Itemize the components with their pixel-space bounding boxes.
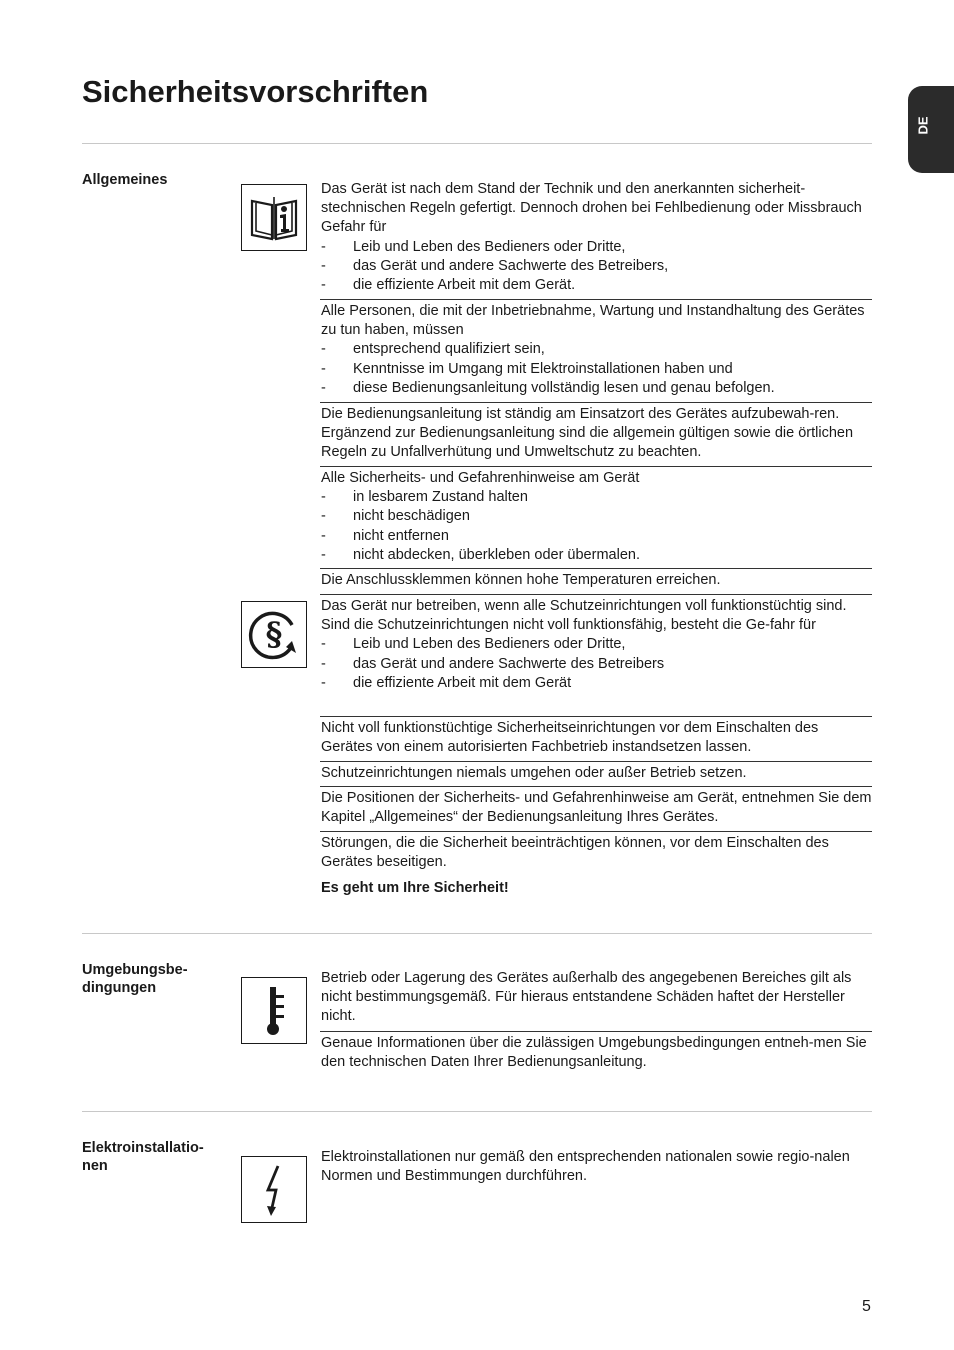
text-block-2 [320,299,872,398]
list-item: - in lesbarem Zustand halten [321,488,872,507]
text-block-4 [320,466,872,565]
lightning-icon [241,1156,307,1223]
paragraph: Nicht voll funktionstüchtige Sicherheitseinrichtungen vor dem Einschalten des Gerätes von einem autorisierten Fachbetrieb instandsetzen lassen. [321,720,819,756]
language-tab-label: DE [915,116,931,135]
text-block-env-2 [320,1031,872,1072]
text-block-elektro-1 [320,1148,872,1186]
section-label-text: Elektroinstallatio-nen [82,1140,204,1174]
text-block-6 [320,594,872,693]
text-block-7 [320,716,872,757]
text-block-1 [320,180,872,295]
list-item: - nicht entfernen [321,527,872,546]
list-item: - nicht abdecken, überkleben oder übermalen. [321,546,872,565]
paragraph: Störungen, die die Sicherheit beeinträchtigen können, vor dem Einschalten des Gerätes beseitigen. [321,835,829,871]
paragraph: Schutzeinrichtungen niemals umgehen oder außer Betrieb setzen. [321,765,747,781]
text-block-8 [320,761,872,783]
text-block-env-1 [320,969,872,1027]
paragraph: Betrieb oder Lagerung des Gerätes außerhalb des angegebenen Bereiches gilt als nicht bestimmungsgemäß. Für hieraus entstandene Schäden haftet der Hersteller nicht. [321,970,852,1025]
section-label-allgemeines: Allgemeines [82,172,168,188]
divider [82,1111,872,1112]
paragraph: Das Gerät nur betreiben, wenn alle Schutzeinrichtungen voll funktionstüchtig sind. Sind die Schutzeinrichtungen nicht voll funktionsfähig, besteht die Ge-fahr für [321,598,847,634]
divider [82,933,872,934]
text-block-9 [320,786,872,827]
list-item: - die effiziente Arbeit mit dem Gerät [321,674,872,693]
paragraph: Die Bedienungsanleitung ist ständig am Einsatzort des Gerätes aufzubewah-ren. Ergänzend zur Bedienungsanleitung sind die allgemein gültigen sowie die örtlichen Regeln zu Unfallverhütung und Umweltschutz zu beachten. [321,406,854,461]
section-label-text: Umgebungsbe-dingungen [82,962,188,996]
list-item: - Leib und Leben des Bedieners oder Dritte, [321,238,872,257]
list-item: - die effiziente Arbeit mit dem Gerät. [321,276,872,295]
list-item: - diese Bedienungsanleitung vollständig lesen und genau befolgen. [321,379,872,398]
text-block-3 [320,402,872,463]
svg-text:§: § [265,614,283,653]
paragraph: Alle Sicherheits- und Gefahrenhinweise am Gerät [321,470,640,486]
section-label-umgebung [82,961,212,997]
list-item: - Kenntnisse im Umgang mit Elektroinstallationen haben und [321,360,872,379]
list-item: - Leib und Leben des Bedieners oder Dritte, [321,635,872,654]
thermometer-icon [241,977,307,1044]
manual-info-icon [241,184,307,251]
list-item: - das Gerät und andere Sachwerte des Betreibers, [321,257,872,276]
paragraph: Genaue Informationen über die zulässigen Umgebungsbedingungen entneh-men Sie den technischen Daten Ihrer Bedienungsanleitung. [321,1035,867,1071]
paragraph: Elektroinstallationen nur gemäß den entsprechenden nationalen sowie regio-nalen Normen und Bestimmungen durchführen. [321,1149,850,1185]
list-item: - das Gerät und andere Sachwerte des Betreibers [321,655,872,674]
paragraph: Die Positionen der Sicherheits- und Gefahrenhinweise am Gerät, entnehmen Sie dem Kapitel „Allgemeines“ der Bedienungsanleitung Ihres Gerätes. [321,790,872,826]
section-label-elektro [82,1139,220,1175]
paragraph: Das Gerät ist nach dem Stand der Technik und den anerkannten sicherheit-stechnischen Regeln gefertigt. Dennoch drohen bei Fehlbedienung oder Missbrauch Gefahr für [321,181,862,236]
list-item: - entsprechend qualifiziert sein, [321,340,872,359]
text-block-5 [320,568,872,590]
paragraph-rotate-icon [241,601,307,668]
emphasis-text: Es geht um Ihre Sicherheit! [321,880,509,897]
page-title: Sicherheitsvorschriften [82,74,429,109]
language-tab [908,86,954,173]
paragraph: Alle Personen, die mit der Inbetriebnahme, Wartung und Instandhaltung des Gerätes zu tun haben, müssen [321,303,865,339]
divider [82,143,872,144]
page-number: 5 [862,1298,871,1315]
text-block-10 [320,831,872,899]
list-item: - nicht beschädigen [321,507,872,526]
paragraph: Die Anschlussklemmen können hohe Temperaturen erreichen. [321,572,721,588]
